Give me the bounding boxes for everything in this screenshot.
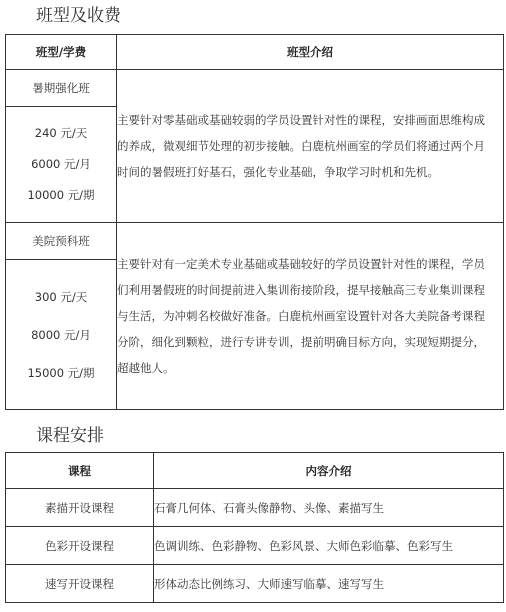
course-table [5, 452, 504, 603]
course-name-color: 色彩开设课程 [6, 527, 154, 565]
price-per-day: 300 元/天 [34, 289, 88, 304]
class-fee-table [5, 34, 504, 410]
header-class-intro: 班型介绍 [117, 35, 504, 70]
course-header-row [6, 453, 504, 489]
class-prices-academy-prep [6, 260, 117, 410]
class-row [6, 223, 504, 260]
course-content-quick-sketch: 形体动态比例练习、大师速写临摹、速写写生 [154, 565, 504, 603]
description-line: 超越他人。 [117, 361, 175, 375]
description-line: 的养成，微观细节处理的初步接触。白鹿杭州画室的学员们将通过两个月 [117, 139, 485, 153]
description-line: 时间的暑假班打好基石，强化专业基础，争取学习时机和先机。 [117, 165, 439, 179]
description-line: 分阶，细化到颗粒，进行专讲专训，提前明确目标方向，实现短期提分， [117, 335, 485, 349]
course-content-color: 色调训练、色彩静物、色彩风景、大师色彩临摹、色彩写生 [154, 527, 504, 565]
header-content: 内容介绍 [154, 453, 504, 489]
class-description-academy-prep [117, 223, 504, 410]
class-row [6, 70, 504, 107]
price-per-term: 10000 元/期 [27, 188, 95, 202]
class-name-academy-prep: 美院预科班 [6, 223, 117, 260]
price-per-month: 8000 元/月 [31, 327, 91, 342]
price-per-term: 15000 元/期 [27, 365, 95, 380]
section-heading-course-schedule: 课程安排 [36, 426, 104, 446]
description-line: 们利用暑假班的时间提前进入集训衔接阶段，提早接触高三专业集训课程 [117, 283, 485, 297]
course-row [6, 489, 504, 527]
section-heading-class-types: 班型及收费 [36, 6, 121, 26]
description-line: 主要针对有一定美术专业基础或基础较好的学员设置针对性的课程，学员 [117, 257, 485, 271]
header-course: 课程 [6, 453, 154, 489]
course-content-sketch: 石膏几何体、石膏头像静物、头像、素描写生 [154, 489, 504, 527]
description-line: 主要针对零基础或基础较弱的学员设置针对性的课程，安排画面思维构成 [117, 113, 485, 127]
class-name-summer-intensive: 暑期强化班 [6, 70, 117, 107]
description-line: 与生活，为冲刺名校做好准备。白鹿杭州画室设置针对各大美院备考课程 [117, 309, 485, 323]
class-prices-summer-intensive [6, 107, 117, 223]
course-name-quick-sketch: 速写开设课程 [6, 565, 154, 603]
class-description-summer-intensive [117, 70, 504, 223]
course-name-sketch: 素描开设课程 [6, 489, 154, 527]
course-row [6, 565, 504, 603]
header-class-fee: 班型/学费 [6, 35, 117, 70]
class-fee-header-row [6, 35, 504, 70]
course-row [6, 527, 504, 565]
price-per-day: 240 元/天 [34, 126, 88, 140]
price-per-month: 6000 元/月 [31, 157, 91, 171]
